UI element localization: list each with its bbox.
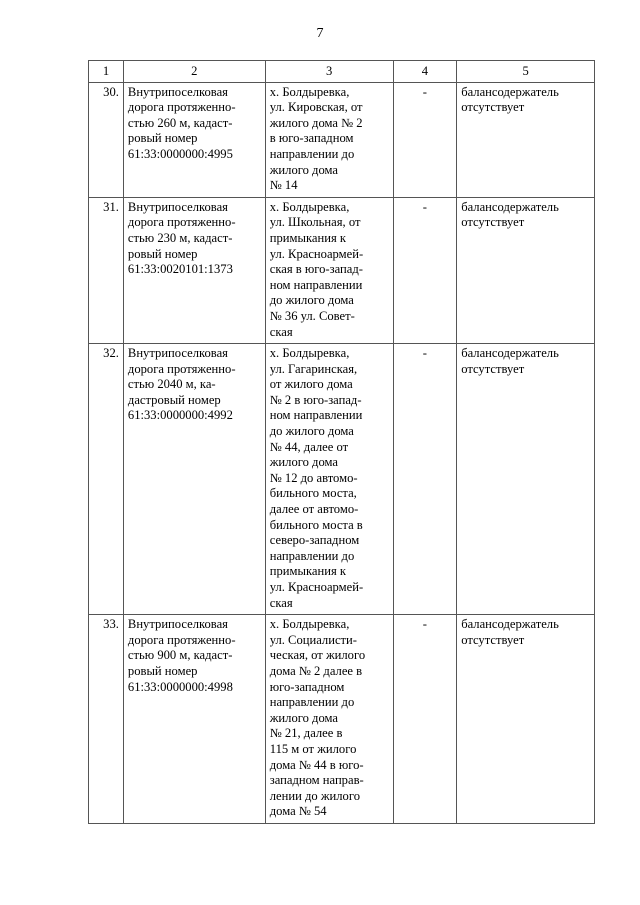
holder-cell [457, 615, 595, 824]
object-name-cell [123, 344, 265, 615]
object-name-line: ровый номер [127, 663, 198, 678]
object-name-line: Внутрипоселковая [127, 617, 228, 632]
object-name-line: ровый номер [127, 246, 198, 261]
location-line: дома № 44 в юго- [269, 757, 364, 772]
location-line: направлении до [269, 146, 355, 161]
location-line: ул. Школьная, от [269, 215, 361, 230]
object-name-cell [123, 615, 265, 824]
holder-line: балансодержатель [461, 346, 559, 361]
location-line: ул. Социалисти- [269, 632, 357, 647]
location-line: ном направлении [269, 277, 363, 292]
object-name-line: Внутрипоселковая [127, 346, 228, 361]
holder-line: отсутствует [461, 632, 525, 647]
location-line: примыкания к [269, 564, 346, 579]
location-line: ул. Кировская, от [269, 100, 363, 115]
object-name-line: стью 900 м, кадаст- [127, 648, 233, 663]
row-number: 31. [89, 197, 124, 343]
object-name-line: 61:33:0000000:4998 [127, 679, 233, 694]
location-line: в юго-западном [269, 131, 354, 146]
location-line: направлении до [269, 695, 355, 710]
location-line: бильного моста, [269, 486, 357, 501]
location-line: бильного моста в [269, 517, 363, 532]
location-line: до жилого дома [269, 424, 354, 439]
location-line: ская [269, 595, 293, 610]
holder-cell [457, 344, 595, 615]
location-line: дома № 54 [269, 804, 327, 819]
col4-cell: - [393, 82, 457, 197]
header-col-1: 1 [89, 61, 124, 83]
object-name-line: 61:33:0020101:1373 [127, 262, 233, 277]
location-line: примыкания к [269, 230, 346, 245]
page-number: 7 [316, 26, 324, 41]
location-line: ном направлении [269, 408, 363, 423]
object-name-line: 61:33:0000000:4992 [127, 408, 233, 423]
location-line: № 21, далее в [269, 726, 343, 741]
location-line: 115 м от жилого [269, 741, 357, 756]
object-name-line: ровый номер [127, 131, 198, 146]
row-number: 33. [89, 615, 124, 824]
location-line: юго-западном [269, 679, 345, 694]
location-line: № 12 до автомо- [269, 470, 358, 485]
location-line: ул. Красноармей- [269, 246, 364, 261]
location-cell [265, 197, 393, 343]
location-line: х. Болдыревка, [269, 84, 350, 99]
header-col-4: 4 [393, 61, 457, 83]
location-line: жилого дома [269, 710, 338, 725]
location-line: северо-западном [269, 533, 360, 548]
table-row [89, 82, 595, 197]
object-name-line: Внутрипоселковая [127, 199, 228, 214]
location-line: х. Болдыревка, [269, 346, 350, 361]
location-line: ская в юго-запад- [269, 262, 363, 277]
location-cell [265, 615, 393, 824]
object-name-line: дорога протяженно- [127, 100, 236, 115]
object-name-line: 61:33:0000000:4995 [127, 146, 233, 161]
location-cell [265, 82, 393, 197]
location-line: ул. Красноармей- [269, 580, 364, 594]
col4-cell: - [393, 344, 457, 615]
location-line: ул. Гагаринская, [269, 361, 358, 376]
holder-line: балансодержатель [461, 84, 559, 99]
holder-line: отсутствует [461, 361, 525, 376]
location-line: жилого дома [269, 455, 338, 470]
object-name-line: стью 260 м, кадаст- [127, 115, 233, 130]
col4-cell: - [393, 615, 457, 824]
holder-cell [457, 82, 595, 197]
location-line: лении до жилого [269, 788, 360, 803]
object-name-line: дорога протяженно- [127, 215, 236, 230]
location-line: далее от автомо- [269, 502, 359, 517]
location-line: х. Болдыревка, [269, 617, 350, 632]
holder-line: балансодержатель [461, 617, 559, 632]
object-name-line: стью 2040 м, ка- [127, 377, 216, 392]
location-line: № 2 в юго-запад- [269, 392, 362, 407]
location-line: № 14 [269, 178, 298, 193]
holder-line: отсутствует [461, 215, 525, 230]
location-line: западном направ- [269, 773, 364, 788]
location-line: жилого дома [269, 162, 338, 177]
table-row [89, 344, 595, 615]
object-name-line: стью 230 м, кадаст- [127, 230, 233, 245]
road-registry-table [88, 60, 595, 824]
object-name-line: дорога протяженно- [127, 361, 236, 376]
location-line: от жилого дома [269, 377, 353, 392]
location-line: жилого дома № 2 [269, 115, 363, 130]
location-line: до жилого дома [269, 293, 354, 308]
location-line: ская [269, 324, 293, 339]
location-line: ческая, от жилого [269, 648, 366, 663]
object-name-line: Внутрипоселковая [127, 84, 228, 99]
table-row [89, 615, 595, 824]
object-name-cell [123, 197, 265, 343]
location-line: направлении до [269, 548, 355, 563]
table-body [89, 82, 595, 823]
row-number: 30. [89, 82, 124, 197]
holder-line: отсутствует [461, 100, 525, 115]
location-line: № 44, далее от [269, 439, 349, 454]
object-name-line: дорога протяженно- [127, 632, 236, 647]
col4-cell: - [393, 197, 457, 343]
holder-line: балансодержатель [461, 199, 559, 214]
table-row [89, 197, 595, 343]
location-line: х. Болдыревка, [269, 199, 350, 214]
holder-cell [457, 197, 595, 343]
location-cell [265, 344, 393, 615]
header-col-2: 2 [123, 61, 265, 83]
location-line: № 36 ул. Совет- [269, 308, 355, 323]
header-row [89, 61, 595, 83]
location-line: дома № 2 далее в [269, 663, 363, 678]
header-col-3: 3 [265, 61, 393, 83]
object-name-line: дастровый номер [127, 392, 221, 407]
object-name-cell [123, 82, 265, 197]
header-col-5: 5 [457, 61, 595, 83]
row-number: 32. [89, 344, 124, 615]
